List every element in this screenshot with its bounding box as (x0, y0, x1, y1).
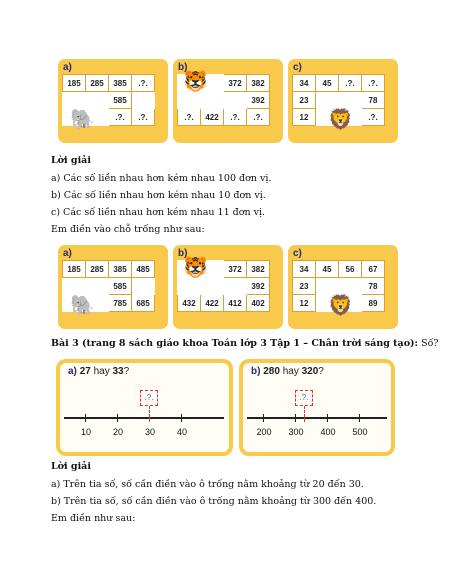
answer-box: .?. (140, 390, 158, 406)
word: hay (93, 366, 110, 377)
cell (201, 278, 224, 295)
cell (178, 92, 201, 109)
puzzle-panel-c (288, 59, 398, 143)
solution2-heading: Lời giải (51, 461, 91, 472)
tick-label: 40 (176, 427, 188, 437)
answer-cell: 412 (224, 295, 247, 312)
cell: 78 (362, 278, 385, 295)
tiger-icon: 🐯 (183, 69, 208, 93)
cell (224, 278, 247, 295)
cell (86, 278, 109, 295)
number: 280 (263, 366, 280, 377)
cell: 23 (293, 92, 316, 109)
number-line (64, 417, 224, 419)
cell: 382 (247, 75, 270, 92)
blank-cell: .?. (362, 75, 385, 92)
cell: 392 (247, 278, 270, 295)
blank-cell: .?. (339, 75, 362, 92)
panel-label: a) (63, 248, 72, 259)
cell (132, 92, 155, 109)
tick (295, 414, 296, 422)
lion-icon: 🦁 (328, 107, 353, 131)
cell: 12 (293, 109, 316, 126)
solution2-line-a: a) Trên tia số, số cần điền vào ô trống nằm khoảng từ 20 đến 30. (51, 479, 364, 490)
blank-cell: .?. (362, 109, 385, 126)
cell (63, 92, 86, 109)
tick-label: 300 (288, 427, 304, 437)
cell: 392 (247, 92, 270, 109)
cell: 45 (316, 261, 339, 278)
blank-cell: .?. (109, 109, 132, 126)
cell: 585 (109, 92, 132, 109)
word: hay (282, 366, 299, 377)
tick (117, 414, 118, 422)
panel-label: b) (178, 248, 188, 259)
panel-label: a) (63, 62, 72, 73)
cell (339, 92, 362, 109)
answer-panel-a (58, 245, 168, 329)
tick (304, 414, 305, 422)
cell: 382 (247, 261, 270, 278)
answer-panel-c (288, 245, 398, 329)
panel-label: c) (293, 62, 302, 73)
cell: 185 (63, 75, 86, 92)
blank-cell: .?. (132, 75, 155, 92)
cell: 285 (86, 261, 109, 278)
blank-cell: .?. (132, 109, 155, 126)
lion-icon: 🦁 (328, 293, 353, 317)
answer-cell: 67 (362, 261, 385, 278)
cell: 422 (201, 295, 224, 312)
question-mark: ? (318, 366, 324, 377)
tiger-icon: 🐯 (183, 255, 208, 279)
panel-label: a) (68, 366, 77, 377)
puzzle-panel-b (173, 59, 283, 143)
tick-label: 30 (144, 427, 156, 437)
cell: 23 (293, 278, 316, 295)
solution2-line-b: b) Trên tia số, số cần điền vào ô trống nằm khoảng từ 300 đến 400. (51, 496, 377, 507)
tick (149, 414, 150, 422)
solution-line-c: c) Các số liền nhau hơn kém nhau 11 đơn vị. (51, 207, 266, 218)
answer-cell: 785 (109, 295, 132, 312)
cell: 422 (201, 109, 224, 126)
tick-label: 200 (256, 427, 272, 437)
numberline-title (68, 366, 129, 377)
tick (181, 414, 182, 422)
cell (132, 278, 155, 295)
cell (316, 278, 339, 295)
numberline-title (251, 366, 324, 377)
cell: 45 (316, 75, 339, 92)
answer-cell: 89 (362, 295, 385, 312)
number: 320 (301, 366, 319, 377)
cell: 78 (362, 92, 385, 109)
tick-label: 10 (80, 427, 92, 437)
answer-cell: 485 (132, 261, 155, 278)
panel-label: b) (251, 366, 261, 377)
tick-label: 500 (352, 427, 368, 437)
cell (201, 92, 224, 109)
blank-cell: .?. (178, 109, 201, 126)
solution-fill: Em điền vào chỗ trống như sau: (51, 224, 205, 235)
solution-line-a: a) Các số liền nhau hơn kém nhau 100 đơn vị. (51, 173, 272, 184)
exercise-title-rest: Số? (418, 338, 439, 349)
answer-cell: 56 (339, 261, 362, 278)
panel-label: c) (293, 248, 302, 259)
answer-cell: 432 (178, 295, 201, 312)
tick-label: 400 (320, 427, 336, 437)
cell: 12 (293, 295, 316, 312)
cell (63, 278, 86, 295)
tick (85, 414, 86, 422)
blank-cell: .?. (224, 109, 247, 126)
panel-label: b) (178, 62, 188, 73)
solution-line-b: b) Các số liền nhau hơn kém nhau 10 đơn vị. (51, 190, 266, 201)
cell: 385 (109, 261, 132, 278)
answer-cell: 402 (247, 295, 270, 312)
answer-panel-b (173, 245, 283, 329)
answer-box: .?. (295, 390, 313, 406)
elephant-icon: 🐘 (70, 293, 95, 317)
cell: 34 (293, 261, 316, 278)
elephant-icon: 🐘 (70, 107, 95, 131)
numberline-panel-b (239, 359, 395, 456)
tick (327, 414, 328, 422)
cell: 372 (224, 261, 247, 278)
answer-cell: 685 (132, 295, 155, 312)
cell (224, 92, 247, 109)
solution2-fill: Em điền như sau: (51, 513, 136, 524)
question-mark: ? (123, 366, 130, 377)
cell: 385 (109, 75, 132, 92)
cell (178, 278, 201, 295)
number: 33 (112, 366, 124, 377)
number: 27 (79, 366, 91, 377)
solution-heading: Lời giải (51, 155, 91, 166)
number-line (247, 417, 387, 419)
cell (339, 278, 362, 295)
cell (86, 92, 109, 109)
puzzle-panel-a (58, 59, 168, 143)
cell: 34 (293, 75, 316, 92)
exercise-title-bold: Bài 3 (trang 8 sách giáo khoa Toán lớp 3 Tập 1 – Chân trời sáng tạo): (51, 338, 419, 349)
tick (359, 414, 360, 422)
numberline-panel-a (56, 359, 233, 456)
blank-cell: .?. (247, 109, 270, 126)
cell: 585 (109, 278, 132, 295)
cell: 285 (86, 75, 109, 92)
tick (263, 414, 264, 422)
cell: 185 (63, 261, 86, 278)
cell: 372 (224, 75, 247, 92)
exercise-title (51, 338, 439, 350)
cell (316, 92, 339, 109)
tick-label: 20 (112, 427, 124, 437)
